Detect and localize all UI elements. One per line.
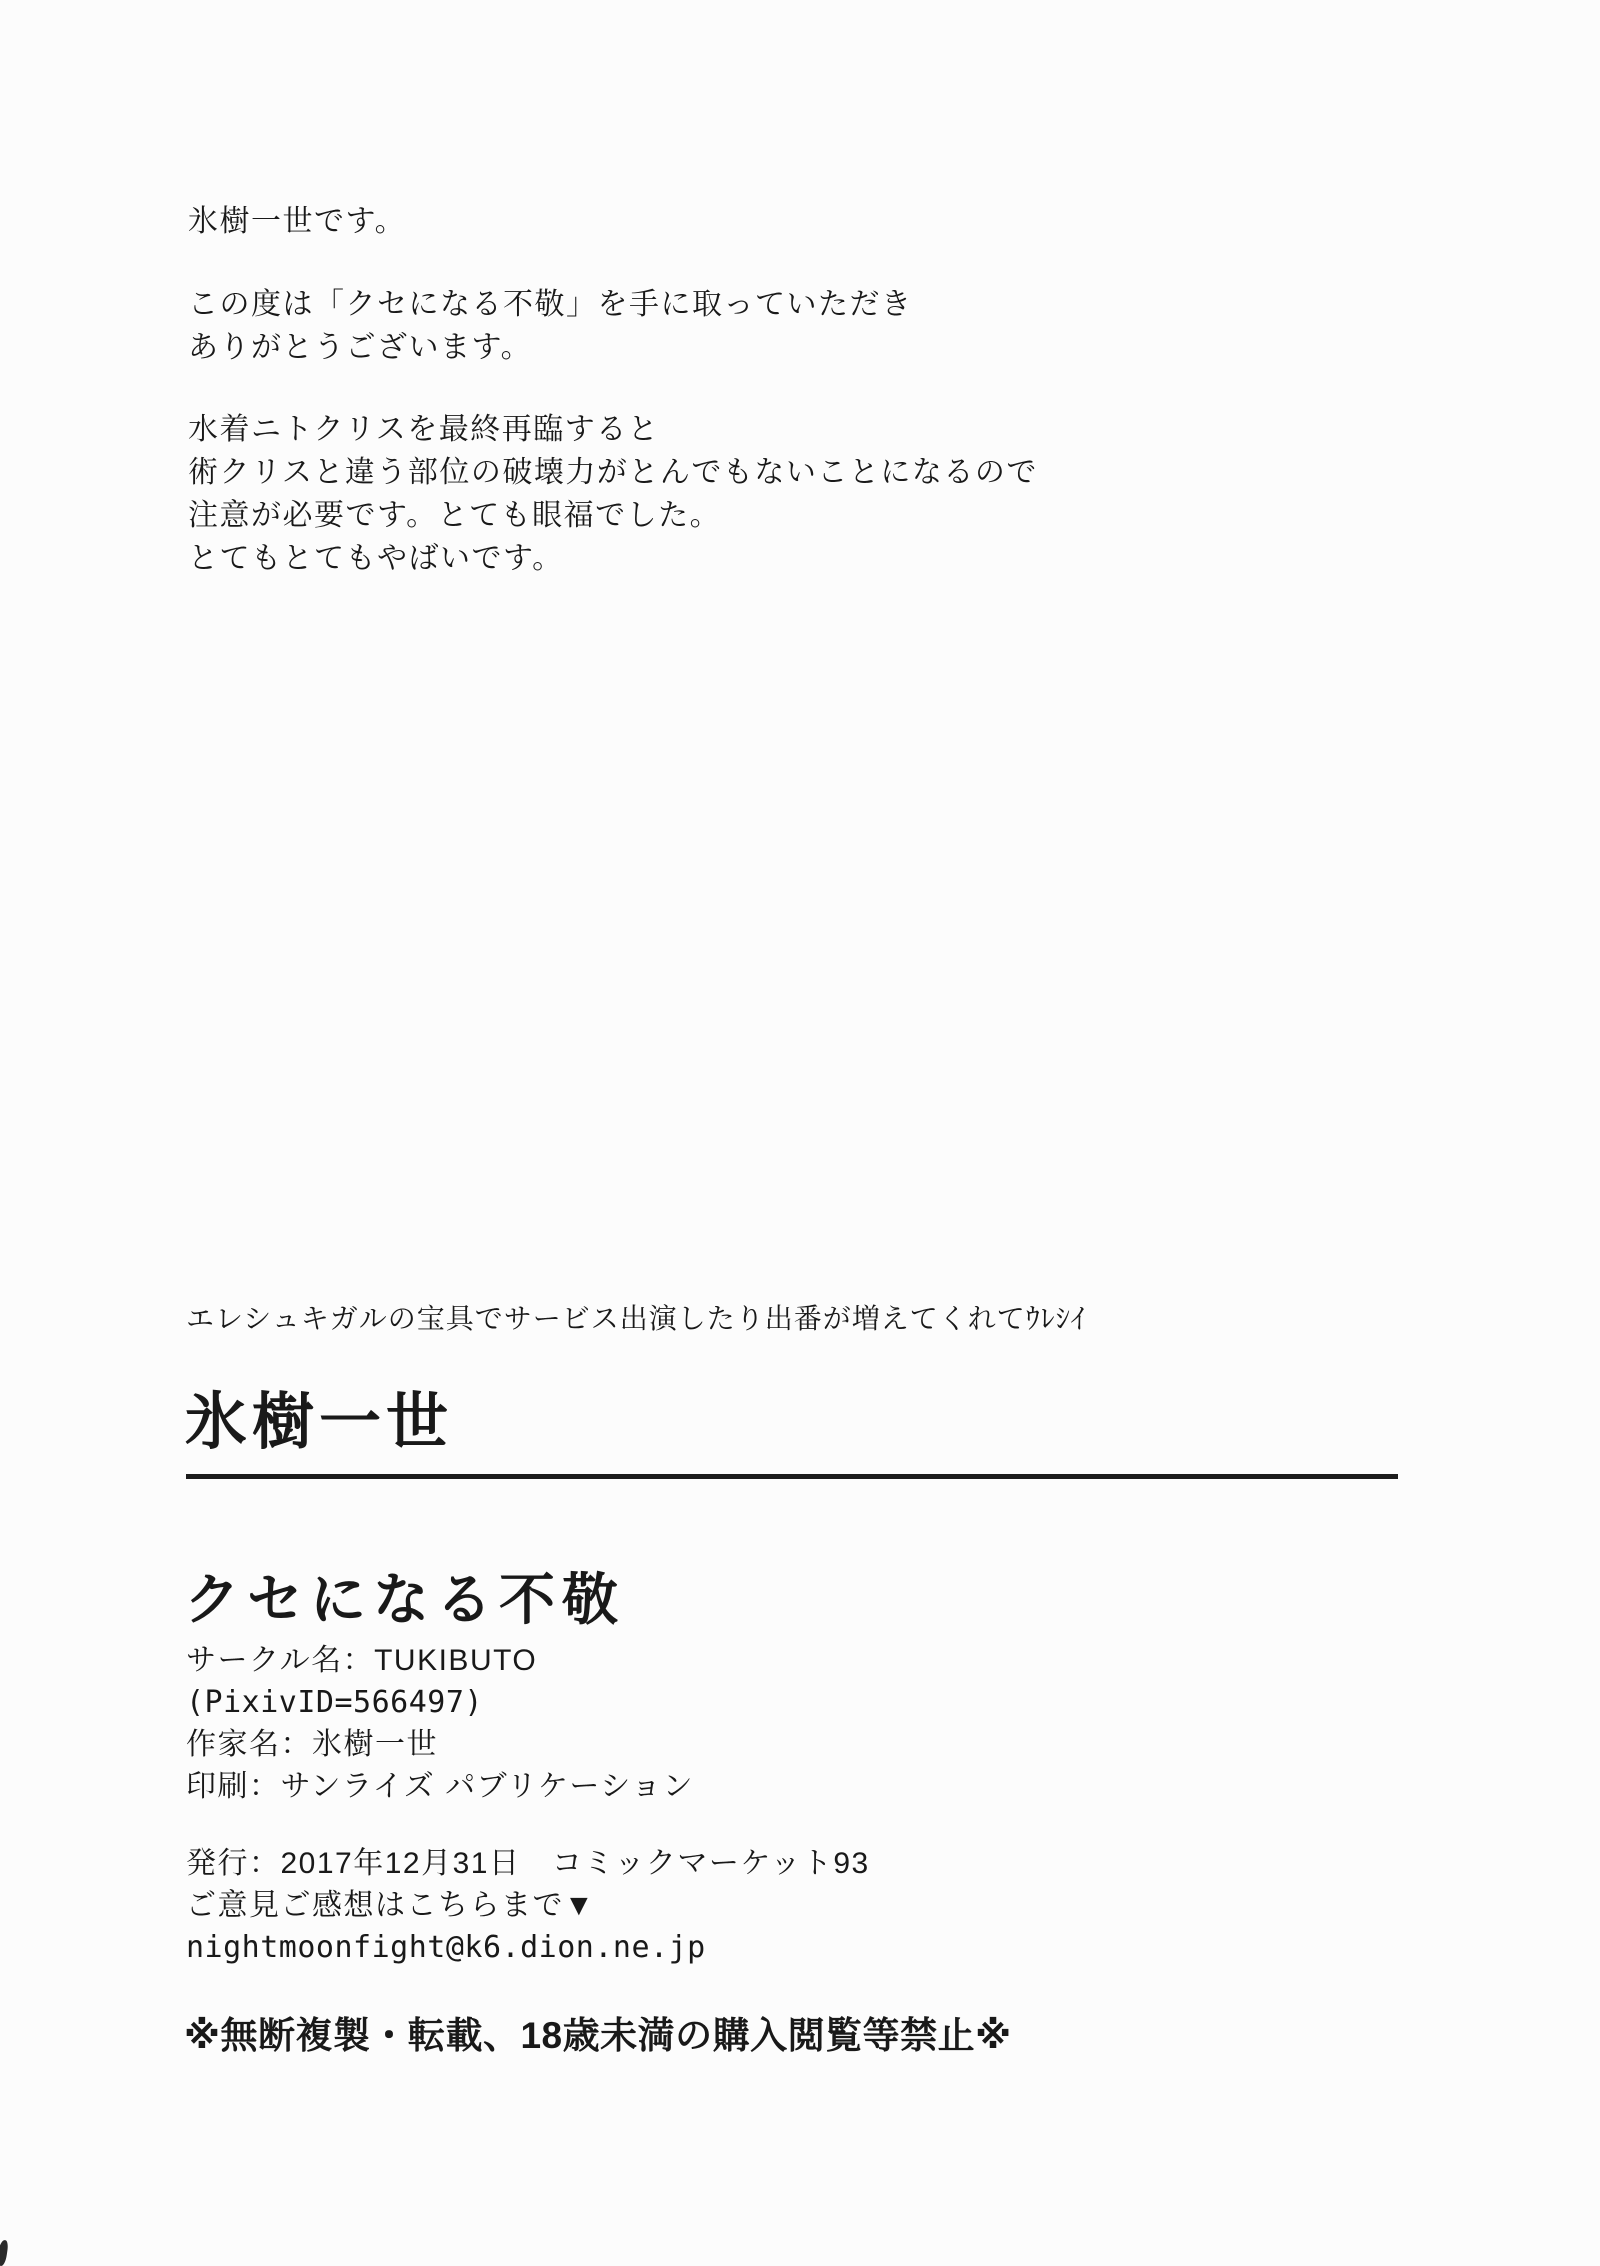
issue-date: 発行：2017年12月31日 コミックマーケット93 (186, 1847, 870, 1880)
comment-line: 術クリスと違う部位の破壊力がとんでもないことになるので (188, 456, 1038, 489)
comment-line: とてもとてもやばいです。 (188, 542, 564, 575)
contact-email: nightmoonfight@k6.dion.ne.jp (186, 1930, 706, 1965)
feedback-line: ご意見ご感想はこちらまで▼ (186, 1889, 596, 1922)
comment-line: 水着ニトクリスを最終再臨すると (188, 413, 660, 446)
book-title: クセになる不敬 (184, 1568, 625, 1631)
thanks-line: この度は「クセになる不敬」を手に取っていただき (188, 288, 913, 321)
author-heading: 氷樹一世 (185, 1388, 454, 1457)
colophon (186, 1640, 694, 1808)
scan-artifact (0, 2240, 9, 2266)
copyright-warning: ※無断複製・転載、18歳未満の購入閲覧等禁止※ (184, 2015, 1012, 2056)
publication-info (186, 1843, 870, 1969)
margin-note: エレシュキガルの宝具でサービス出演したり出番が増えてくれてｳﾚｼｲ (186, 1303, 1086, 1334)
thanks-line: ありがとうございます。 (188, 331, 533, 364)
comment-paragraph (188, 408, 1038, 580)
greeting-line: 氷樹一世です。 (188, 205, 407, 238)
pixiv-id: (PixivID=566497) (186, 1685, 483, 1720)
circle-name: サークル名：TUKIBUTO (186, 1644, 538, 1677)
comment-line: 注意が必要です。とても眼福でした。 (188, 499, 722, 532)
thanks-paragraph (188, 283, 913, 369)
author-name: 作家名：氷樹一世 (186, 1728, 438, 1761)
section-divider (186, 1474, 1398, 1479)
printer-name: 印刷：サンライズ パブリケーション (186, 1770, 695, 1803)
